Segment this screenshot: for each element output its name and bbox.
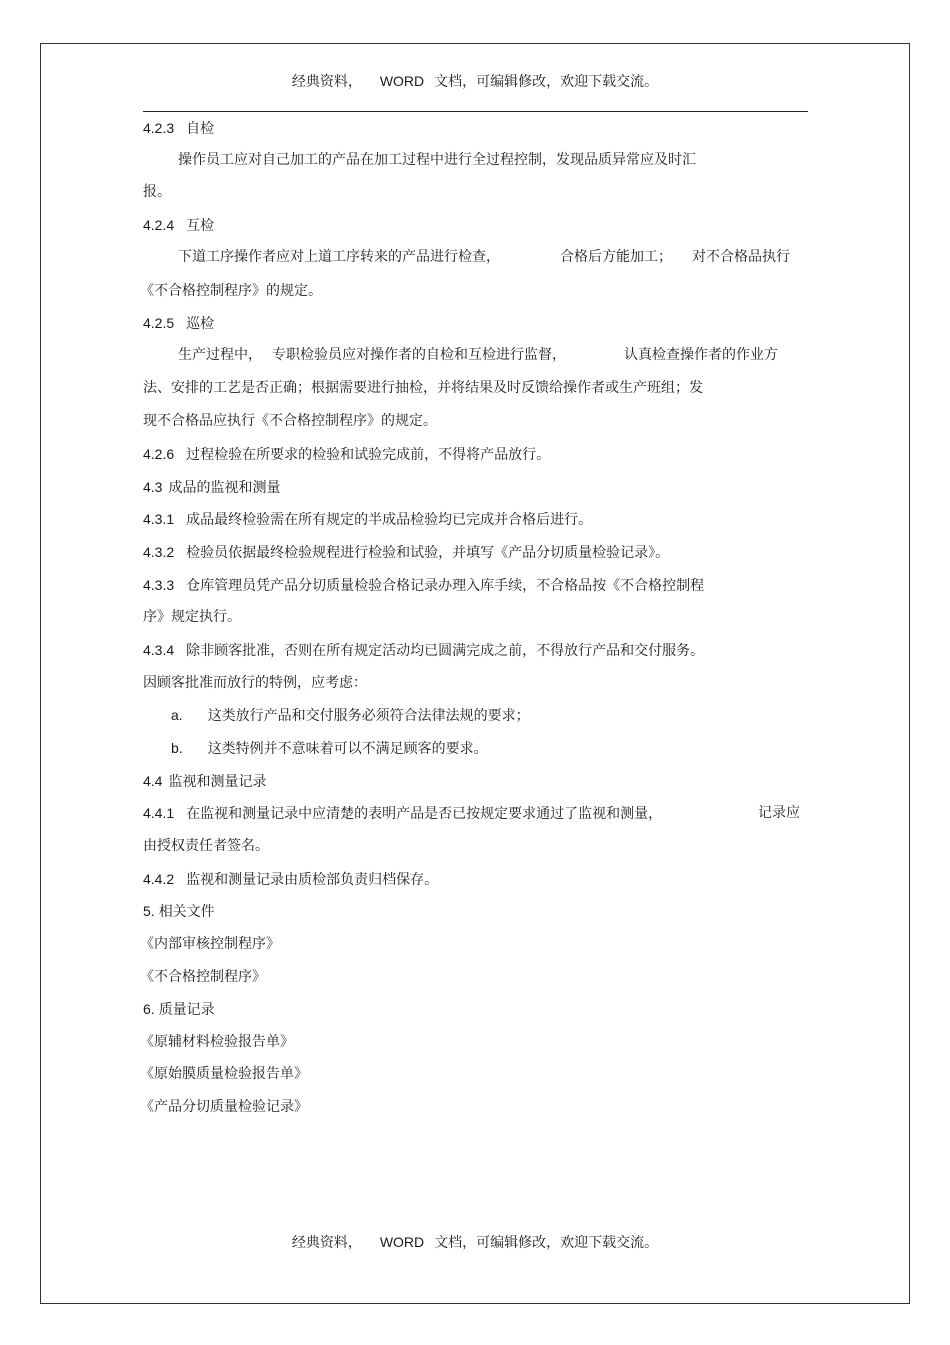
- paragraph: 记录应: [758, 805, 800, 821]
- page-header: [0, 71, 950, 91]
- heading-6: 6. 质量记录: [143, 1001, 215, 1018]
- related-doc: 《不合格控制程序》: [140, 969, 266, 985]
- list-item-a: a. 这类放行产品和交付服务必须符合法律法规的要求；: [171, 707, 530, 724]
- heading-4-2-3: 4.2.3 自检: [143, 120, 215, 137]
- heading-5: 5. 相关文件: [143, 903, 215, 920]
- clause-4-3-4: 4.3.4 除非顾客批准，否则在所有规定活动均已圆满完成之前，不得放行产品和交付服务。: [143, 642, 705, 659]
- footer-word: WORD: [379, 1234, 425, 1250]
- quality-record: 《产品分切质量检验记录》: [140, 1099, 308, 1115]
- paragraph: 下道工序操作者应对上道工序转来的产品进行检查，: [178, 249, 500, 265]
- clause-4-3-1: 4.3.1 成品最终检验需在所有规定的半成品检验均已完成并合格后进行。: [143, 511, 593, 528]
- paragraph: 专职检验员应对操作者的自检和互检进行监督，: [272, 347, 566, 363]
- footer-text: 经典资料，: [291, 1235, 362, 1251]
- paragraph: 由授权责任者签名。: [143, 838, 269, 854]
- paragraph: 合格后方能加工；: [560, 249, 672, 265]
- header-word: WORD: [379, 73, 425, 89]
- heading-4-2-4: 4.2.4 互检: [143, 217, 215, 234]
- clause-4-4-1: 4.4.1 在监视和测量记录中应清楚的表明产品是否已按规定要求通过了监视和测量，: [143, 805, 663, 822]
- quality-record: 《原辅材料检验报告单》: [140, 1034, 294, 1050]
- list-item-b: b. 这类特例并不意味着可以不满足顾客的要求。: [171, 740, 488, 757]
- heading-4-4: 4.4 监视和测量记录: [143, 773, 267, 790]
- heading-4-2-5: 4.2.5 巡检: [143, 315, 215, 332]
- page-footer: [0, 1232, 950, 1252]
- clause-4-4-2: 4.4.2 监视和测量记录由质检部负责归档保存。: [143, 871, 439, 888]
- quality-record: 《原始膜质量检验报告单》: [140, 1066, 308, 1082]
- clause-4-2-6: 4.2.6 过程检验在所要求的检验和试验完成前，不得将产品放行。: [143, 446, 551, 463]
- paragraph: 序》规定执行。: [143, 609, 241, 625]
- related-doc: 《内部审核控制程序》: [140, 936, 280, 952]
- paragraph: 《不合格控制程序》的规定。: [140, 283, 322, 299]
- clause-4-3-3: 4.3.3 仓库管理员凭产品分切质量检验合格记录办理入库手续，不合格品按《不合格控制程: [143, 577, 705, 594]
- paragraph: 操作员工应对自己加工的产品在加工过程中进行全过程控制，发现品质异常应及时汇: [178, 152, 696, 168]
- paragraph: 现不合格品应执行《不合格控制程序》的规定。: [143, 413, 437, 429]
- paragraph: 法、安排的工艺是否正确；根据需要进行抽检，并将结果及时反馈给操作者或生产班组；发: [143, 380, 703, 396]
- heading-4-3: 4.3 成品的监视和测量: [143, 479, 281, 496]
- paragraph: 生产过程中，: [178, 347, 262, 363]
- paragraph: 报。: [143, 184, 171, 200]
- header-text-tail: 文档，可编辑修改，欢迎下载交流。: [434, 74, 659, 90]
- footer-text-tail: 文档，可编辑修改，欢迎下载交流。: [434, 1235, 659, 1251]
- header-rule: [143, 111, 808, 112]
- paragraph: 认真检查操作者的作业方: [624, 347, 778, 363]
- clause-4-3-2: 4.3.2 检验员依据最终检验规程进行检验和试验，并填写《产品分切质量检验记录》。: [143, 544, 670, 561]
- paragraph: 因顾客批准而放行的特例，应考虑：: [143, 675, 367, 691]
- paragraph: 对不合格品执行: [692, 249, 790, 265]
- header-text: 经典资料，: [291, 74, 362, 90]
